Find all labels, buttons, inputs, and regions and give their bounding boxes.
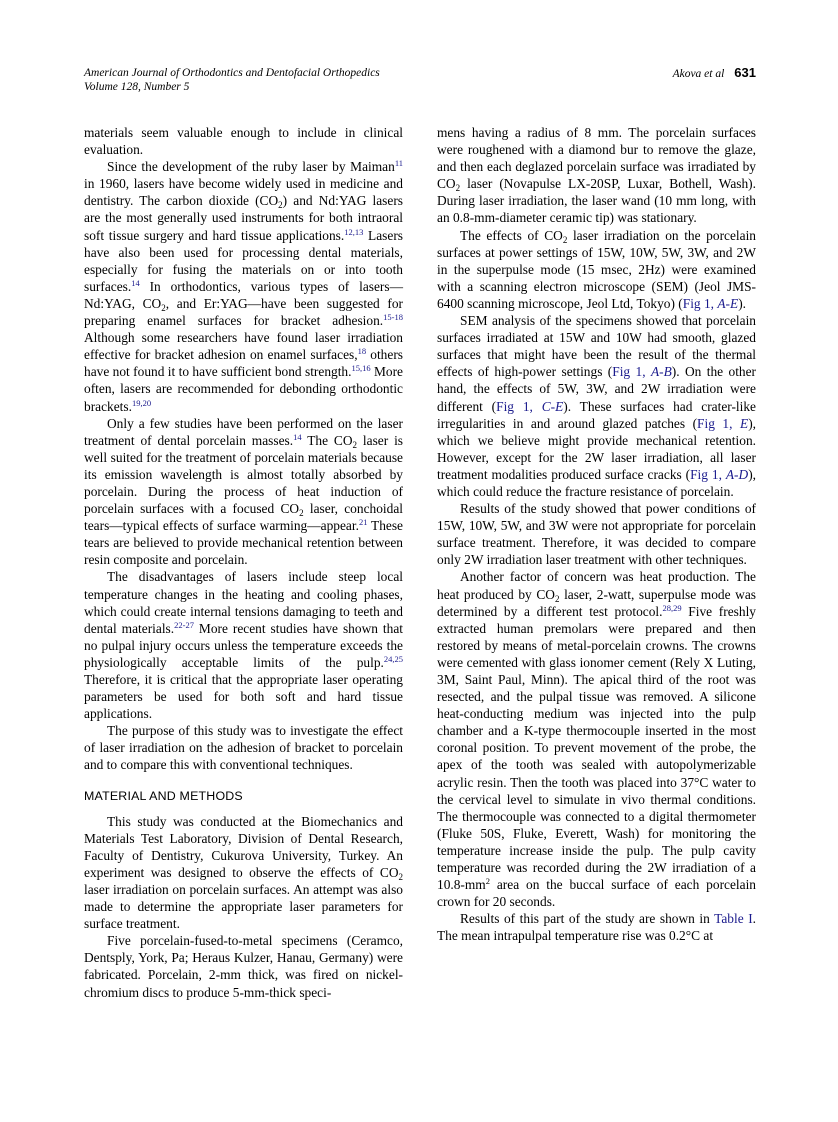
left-column (84, 124, 403, 1001)
citation-link[interactable]: 14 (131, 277, 140, 288)
section-heading: MATERIAL AND METHODS (84, 788, 243, 803)
journal-info (84, 66, 380, 94)
paragraph: This study was conducted at the Biomechanics and Materials Test Laboratory, Division of Dental Research, Faculty of Dentistry, Cukurova University, Turkey. An experiment was designed to observe the effects of $CO_2$ laser irradiation on porcelain surfaces. An attempt was also made to determine the appropriate laser parameters for surface treatment. (84, 813, 403, 932)
paragraph: Only a few studies have been performed on the laser treatment of dental porcelain masses.$^{14}$ The $CO_2$ laser is well suited for the treatment of porcelain materials because its emission wavelength is almost totally absorbed by porcelain. During the process of heat induction of porcelain surfaces with a focused $CO_2$ laser, conchoidal tears—typical effects of surface warming—appear.$^{21}$ These tears are believed to provide mechanical retention between resin composite and porcelain. (84, 415, 404, 568)
paragraph: The purpose of this study was to investigate the effect of laser irradiation on the adhesion of bracket to porcelain and to compare this with conventional techniques. (84, 723, 403, 773)
citation-link[interactable]: 22-27 (174, 619, 194, 630)
paragraph: The disadvantages of lasers include steep local temperature changes in the heating and cooling phases, which could create internal tensions damaging to teeth and dental materials.$^{22-27}$ More recent studies have shown that no pulpal injury occurs unless the temperature exceeds the physiologically acceptable limits of the pulp.$^{24,25}$ Therefore, it is critical that the appropriate laser operating parameters be used for both soft and hard tissue applications. (84, 569, 403, 722)
citation-link[interactable]: 24,25 (383, 653, 403, 664)
citation-link[interactable]: 15,16 (351, 363, 371, 374)
citation-link[interactable]: 18 (357, 346, 367, 357)
citation-link[interactable]: 14 (293, 431, 302, 442)
paragraph: materials seem valuable enough to include in clinical evaluation. (84, 125, 403, 158)
journal-title: American Journal of Orthodontics and Dentofacial Orthopedics (84, 67, 380, 79)
citation-link[interactable]: 11 (394, 158, 403, 169)
paragraph: Five porcelain-fused-to-metal specimens (Ceramco, Dentsply, York, Pa; Heraus Kulzer, Hanau, Germany) were fabricated. Porcelain, 2-mm thick, was fired on nickel-chromium discs to produce 5-mm-thick speci- (84, 933, 403, 1000)
figure-link[interactable]: Fig 1, A-D (690, 466, 749, 482)
citation-link[interactable]: 28,29 (662, 602, 682, 613)
citation-link[interactable]: 15-18 (383, 312, 403, 323)
page-number: 631 (734, 65, 756, 80)
paragraph: Since the development of the ruby laser by Maiman$^{11}$ in 1960, lasers have become widely used in medicine and dentistry. The carbon dioxide $(CO_2)$ and Nd:YAG lasers are the most generally used instruments for both intraoral soft tissue surgery and hard tissue applications.$^{12,13}$ Lasers have also been used for processing dental materials, especially for fusing the materials on or into tooth surfaces.$^{14}$ In orthodontics, various types of lasers—Nd:YAG, $CO_2$, and Er:YAG—have been suggested for preparing enamel surfaces for bracket adhesion.$^{15-18}$ Although some researchers have found laser irradiation effective for bracket adhesion on enamel surfaces,$^{18}$ others have not found it to have sufficient bond strength.$^{15,16}$ More often, lasers are recommended for debonding orthodontic brackets.$^{19,20}$ (84, 158, 404, 414)
citation-link[interactable]: 21 (358, 517, 368, 528)
author-page (673, 66, 756, 81)
figure-link[interactable]: Fig 1, A-E (682, 295, 739, 311)
right-column (437, 124, 756, 945)
figure-link[interactable]: Fig 1, C-E (496, 398, 564, 414)
paragraph: Results of this part of the study are shown in Table I. The mean intrapulpal temperature rise was 0.2°C at (437, 911, 757, 944)
paragraph: mens having a radius of 8 mm. The porcelain surfaces were roughened with a diamond bur to remove the glaze, and then each deglazed porcelain surface was irradiated by $CO_2$ laser (Novapulse LX-20SP, Luxar, Bothell, Wash). During laser irradiation, the laser wand (10 mm long, with an 0.8-mm-diameter ceramic tip) was stationary. (437, 125, 756, 226)
table-link[interactable]: Table I (714, 911, 753, 927)
paragraph: Another factor of concern was heat production. The heat produced by $CO_2$ laser, 2-watt, superpulse mode was determined by a different test protocol.$^{28,29}$ Five freshly extracted human premolars were prepared and then restored by means of metal-porcelain crowns. The crowns were cemented with glass ionomer cement (Rely X Luting, 3M, Saint Paul, Minn). The apical third of the root was resected, and the pulpal tissue was removed. A silicone heat-conducting medium was injected into the pulp chamber and a K-type thermocouple inserted in the most coronal position. To prevent movement of the probe, the apex of the tooth was sealed with autopolymerizable acrylic resin. Then the tooth was placed into 37°C water to the cervical level to simulate in vivo thermal conditions. The thermocouple was connected to a digital thermometer (Fluke 50S, Fluke, Everett, Wash) for monitoring the temperature increase inside the pulp. The pulp cavity temperature was recorded during the 2W irradiation of a $10.8-mm^2$ area on the buccal surface of each porcelain crown for 20 seconds. (437, 569, 756, 910)
figure-link[interactable]: Fig 1, A-B (612, 364, 672, 380)
citation-link[interactable]: 19,20 (131, 397, 152, 408)
figure-link[interactable]: Fig 1, E (697, 415, 749, 431)
paragraph: Results of the study showed that power conditions of 15W, 10W, 5W, and 3W were not appropriate for porcelain surface treatment. Therefore, it was decided to compare only 2W irradiation laser treatment with other techniques. (437, 501, 756, 568)
journal-volume: Volume 128, Number 5 (84, 81, 190, 93)
running-authors: Akova et al (672, 68, 725, 80)
paragraph: The effects of $CO_2$ laser irradiation on the porcelain surfaces at power settings of 15W, 10W, 5W, 3W, and 2W in the superpulse mode (15 msec, 2Hz) were examined with a scanning electron microscope (SEM) (Jeol JMS-6400 scanning microscope, Jeol Ltd, Tokyo) (Fig 1, A-E). (437, 227, 756, 311)
citation-link[interactable]: 12,13 (344, 226, 364, 237)
paragraph: SEM analysis of the specimens showed that porcelain surfaces irradiated at 15W and 10W had smooth, glazed surfaces that might have been the result of the thermal effects of high-power settings (Fig 1, A-B). On the other hand, the effects of 5W, 3W, and 2W irradiation were different (Fig 1, C-E). These surfaces had crater-like irregularities in and around glazed patches (Fig 1, E), which we believe might provide mechanical retention. However, except for the 2W laser irradiation, all laser treatment modalities produced surface cracks (Fig 1, A-D), which could reduce the fracture resistance of porcelain. (437, 313, 757, 499)
